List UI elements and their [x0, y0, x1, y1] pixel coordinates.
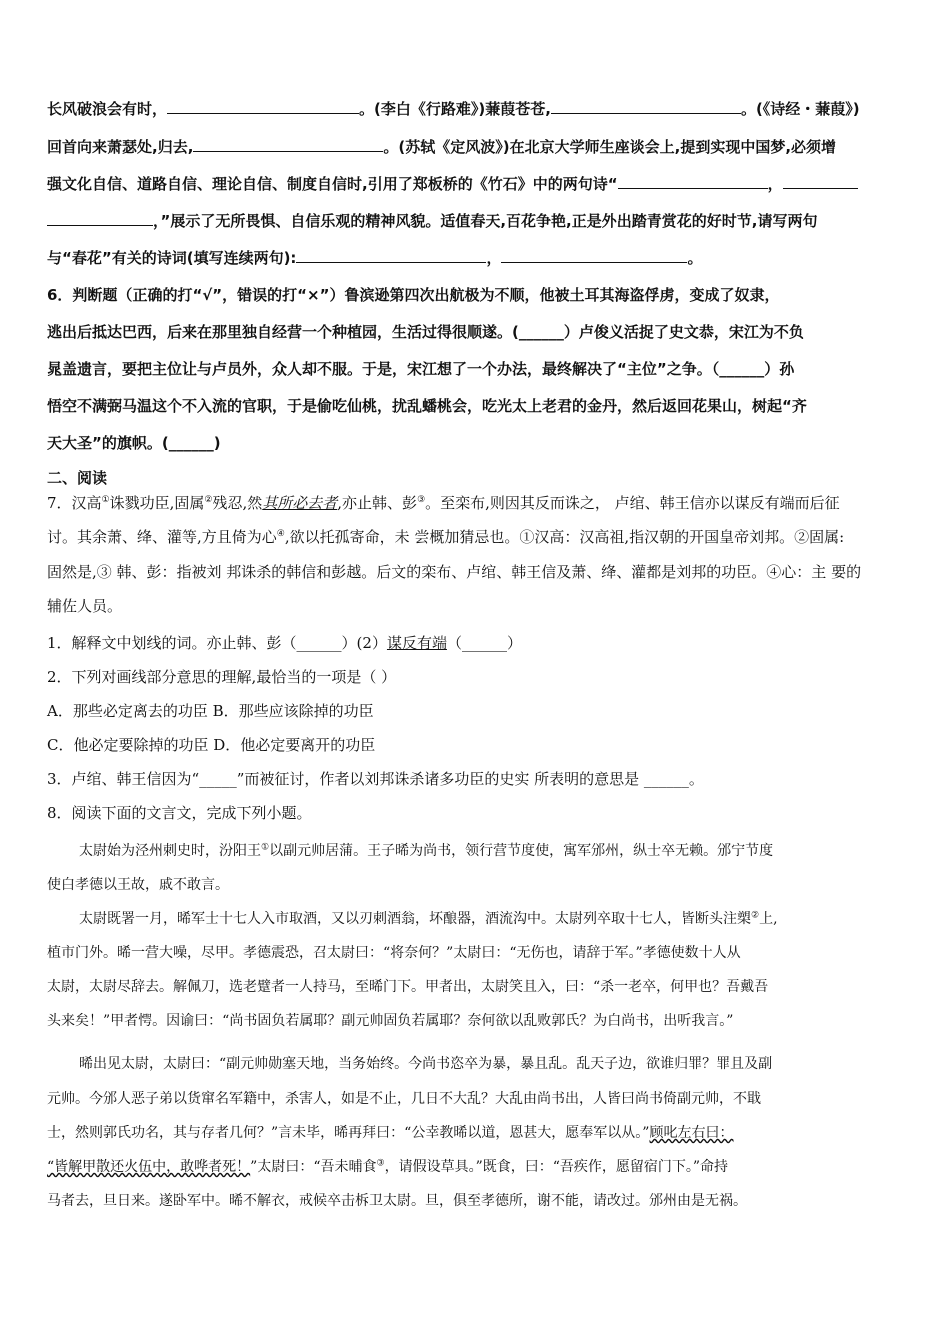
passage-p1-line-2: 使白孝德以王故，戚不敢言。	[47, 877, 229, 893]
text: 上,	[759, 911, 778, 927]
passage-p3-line-3	[47, 1122, 733, 1142]
text: 7．汉高	[47, 494, 102, 512]
text: ，	[486, 249, 502, 267]
q8-heading: 8．阅读下面的文言文，完成下列小题。	[47, 804, 312, 822]
text: 诛戮功臣,固属	[109, 494, 205, 512]
fill-line-1	[47, 98, 860, 119]
answer-blank[interactable]	[193, 137, 383, 152]
text: 强文化自信、道路自信、理论自信、制度自信时,引用了郑板桥的《竹石》中的两句诗“	[47, 175, 618, 193]
answer-blank[interactable]	[296, 248, 486, 263]
text: ，”展示了无所畏惧、自信乐观的精神风貌。适值春天,百花争艳,正是外出踏青赏花的好时节,请写两句	[153, 212, 818, 230]
passage-p2-line-3: 太尉，太尉尽辞去。解佩刀，选老躄者一人持马，至晞门下。甲者出，太尉笑且入，曰：“杀一老卒，何甲也？吾戴吾	[47, 979, 769, 995]
text: 。(《诗经・蒹葭》)	[740, 100, 860, 118]
q7-line-3: 固然是,③ 韩、彭：指被刘 邦诛杀的韩信和彭越。后文的栾布、卢绾、韩王信及萧、绛、灌都是刘邦的功臣。④心：主 要的	[47, 563, 862, 581]
footnote-marker: ②	[204, 495, 213, 505]
text: 太尉始为泾州刺史时，汾阳王	[79, 843, 261, 859]
option-c-d[interactable]: C．他必定要除掉的功臣 D．他必定要离开的功臣	[47, 736, 376, 754]
footnote-marker: ④	[276, 529, 285, 539]
footnote-marker: ③	[417, 495, 426, 505]
fill-line-4	[47, 210, 817, 231]
answer-blank[interactable]	[551, 99, 741, 114]
footnote-marker: ①	[261, 842, 270, 853]
underlined-sentence: 顾叱左右曰：	[649, 1125, 734, 1141]
answer-blank[interactable]	[501, 248, 687, 263]
text: 回首向来萧瑟处,归去,	[47, 138, 194, 156]
passage-p3-line-5: 马者去，旦日来。遂卧军中。晞不解衣，戒候卒击柝卫太尉。旦，俱至孝德所，谢不能，请改过。邠州由是无祸。	[47, 1193, 747, 1209]
text: 。(苏轼《定风波》)在北京大学师生座谈会上,提到实现中国梦,必须增	[383, 138, 837, 156]
passage-p1-line-1	[79, 840, 773, 860]
passage-p3-line-4	[47, 1156, 728, 1176]
subq-2: 2．下列对画线部分意思的理解,最恰当的一项是（ ）	[47, 668, 397, 686]
footnote-marker: ②	[751, 910, 760, 921]
footnote-marker: ③	[376, 1158, 385, 1169]
answer-blank[interactable]	[618, 174, 768, 189]
passage-p2-line-2: 植市门外。晞一营大噪，尽甲。孝德震恐，召太尉曰：“将奈何？”太尉曰：“无伤也，请辞于军。”孝德使数十人从	[47, 945, 741, 961]
text: 1．解释文中划线的词。亦止韩、彭（______）(2）	[47, 634, 387, 652]
fill-line-5	[47, 247, 702, 268]
text: （______）	[446, 634, 522, 652]
text: ,亦止韩、彭	[337, 494, 418, 512]
passage-p3-line-2: 元帅。今邠人恶子弟以货窜名军籍中，杀害人，如是不止，几日不大乱？大乱由尚书出，人皆曰尚书倚副元帅，不戢	[47, 1091, 761, 1107]
text: ，	[767, 175, 783, 193]
text: 残忍,然	[212, 494, 263, 512]
q6-line-5: 天大圣”的旗帜。(______)	[47, 434, 221, 452]
text: ，请假设草具。”既食，曰：“吾疾作，愿留宿门下。”命持	[384, 1159, 729, 1175]
q7-line-4: 辅佐人员。	[47, 597, 123, 615]
passage-p2-line-1	[79, 908, 778, 928]
answer-blank[interactable]	[47, 211, 153, 226]
text: ,欲以托孤寄命，未 尝概加猜忌也。①汉高：汉高祖,指汉朝的开国皇帝刘邦。②固属:	[284, 528, 845, 546]
underlined-phrase: 谋反有端	[386, 634, 447, 652]
text: 以副元帅居蒲。王子晞为尚书，领行营节度使，寓军邠州，纵士卒无赖。邠宁节度	[269, 843, 774, 859]
text: 长风破浪会有时，	[47, 100, 168, 118]
text: 讨。其余萧、绛、灌等,方且倚为心	[47, 528, 277, 546]
text: 。(李白《行路难》)蒹葭苍苍,	[359, 100, 551, 118]
text: 士，然则郭氏功名，其与存者几何？”言未毕，晞再拜曰：“公幸教晞以道，恩甚大，愿奉军以从。”	[47, 1125, 650, 1141]
text: 太尉既署一月，晞军士十七人入市取酒，又以刃刺酒翁，坏酿器，酒流沟中。太尉列卒取十七人，皆断头注槊	[79, 911, 751, 927]
answer-blank[interactable]	[783, 174, 858, 189]
text: 。至栾布,则因其反而诛之， 卢绾、韩王信亦以谋反有端而后征	[425, 494, 840, 512]
passage-p3-line-1: 晞出见太尉，太尉曰：“副元帅勋塞天地，当务始终。今尚书恣卒为暴，暴且乱。乱天子边，欲谁归罪？罪且及副	[79, 1056, 773, 1072]
passage-p2-line-4: 头来矣！”甲者愕。因谕曰：“尚书固负若属耶？副元帅固负若属耶？奈何欲以乱败郭氏？为白尚书，出听我言。”	[47, 1013, 734, 1029]
section-heading: 二、阅读	[47, 469, 108, 487]
text: ”太尉曰：“吾未晡食	[250, 1159, 377, 1175]
q6-line-3: 晁盖遗言，要把主位让与卢员外，众人却不服。于是，宋江想了一个办法，最终解决了“主位”之争。（______）孙	[47, 360, 795, 378]
q7-line-1	[47, 492, 840, 513]
subq-1	[47, 632, 522, 653]
q7-line-2	[47, 526, 844, 547]
text: 与“春花”有关的诗词(填写连续两句):	[47, 249, 297, 267]
fill-line-2	[47, 136, 836, 157]
q6-line-1: 6．判断题（正确的打“√”，错误的打“×”）鲁滨逊第四次出航极为不顺，他被土耳其海盗俘虏，变成了奴隶，	[47, 286, 780, 304]
fill-line-3	[47, 173, 858, 194]
underlined-phrase: 其所必去者	[262, 494, 338, 512]
q6-line-2: 逃出后抵达巴西，后来在那里独自经营一个种植园，生活过得很顺遂。(______）卢俊义活捉了史文恭，宋江为不负	[47, 323, 804, 341]
answer-blank[interactable]	[167, 99, 359, 114]
footnote-marker: ①	[101, 495, 110, 505]
q6-line-4: 悟空不满弼马温这个不入流的官职，于是偷吃仙桃，扰乱蟠桃会，吃光太上老君的金丹，然后返回花果山，树起“齐	[47, 397, 807, 415]
option-a-b[interactable]: A．那些必定离去的功臣 B．那些应该除掉的功臣	[47, 702, 374, 720]
text: 。	[687, 249, 703, 267]
underlined-sentence: “皆解甲散还火伍中，敢哗者死！	[47, 1159, 251, 1175]
subq-3: 3．卢绾、韩王信因为“_____”而被征讨，作者以刘邦诛杀诸多功臣的史实 所表明的意思是 ______。	[47, 770, 704, 788]
